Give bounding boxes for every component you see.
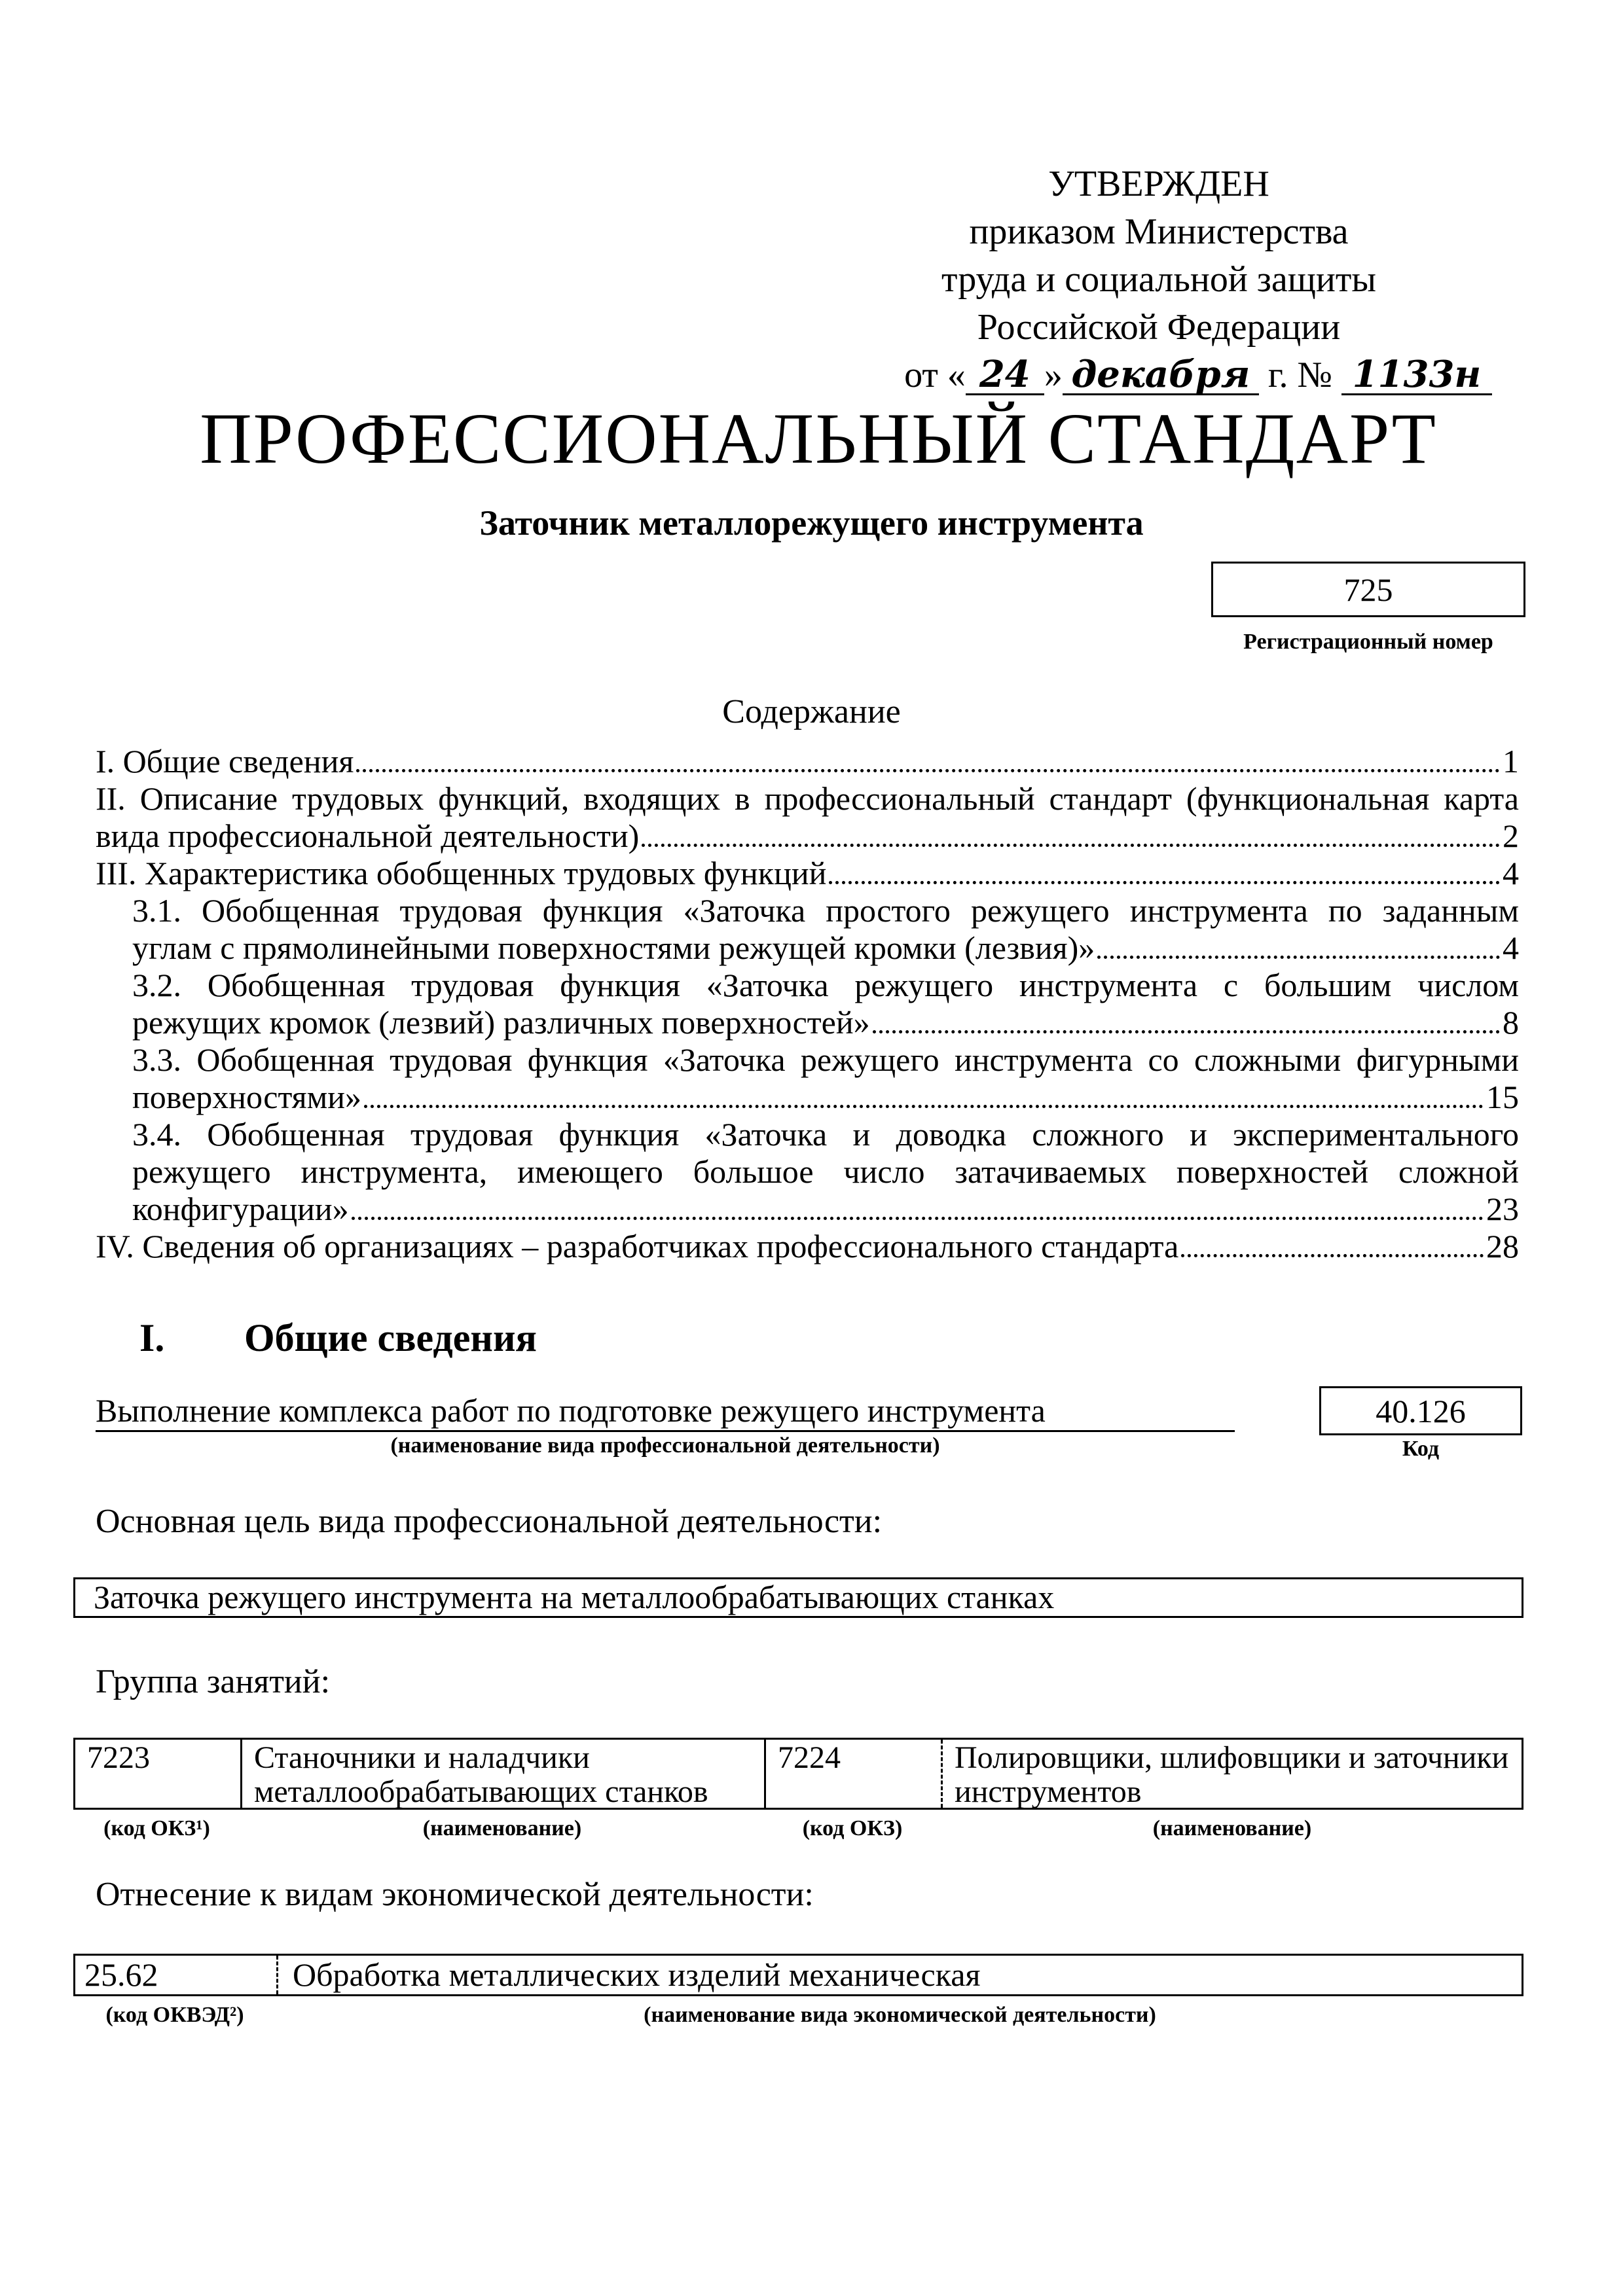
date-day-handwritten: 24 bbox=[966, 355, 1044, 395]
toc-entry-3-4: 3.4. Обобщенная трудовая функция «Заточка и доводка сложного и экспериментального режущего инструмента, имеющего большое число затачиваемых поверхностей сложной конфигурации» 23 bbox=[132, 1116, 1519, 1227]
goal-box bbox=[73, 1577, 1523, 1618]
toc-entry-3-3: 3.3. Обобщенная трудовая функция «Заточка режущего инструмента со сложными фигурными поверхностями» 15 bbox=[132, 1041, 1519, 1115]
activity-code-caption: Код bbox=[1402, 1437, 1440, 1461]
goal-text: Заточка режущего инструмента на металлообрабатывающих станках bbox=[94, 1579, 1055, 1615]
activity-name: Выполнение комплекса работ по подготовке режущего инструмента bbox=[96, 1391, 1235, 1432]
occupation-code-1: 7223 bbox=[75, 1740, 242, 1808]
toc-entry-iii: III. Характеристика обобщенных трудовых функций 4 bbox=[96, 855, 1519, 891]
occupation-name-caption-2: (наименование) bbox=[1152, 1816, 1312, 1840]
approval-block bbox=[825, 160, 1493, 399]
date-mid: » bbox=[1044, 355, 1063, 395]
section-title: Общие сведения bbox=[244, 1316, 537, 1359]
okved-code: 25.62 bbox=[75, 1956, 278, 1994]
table-of-contents bbox=[96, 743, 1519, 1265]
approval-date-line bbox=[825, 351, 1493, 399]
occupation-group-label: Группа занятий: bbox=[96, 1663, 331, 1700]
contents-title: Содержание bbox=[722, 693, 901, 730]
toc-entry-i: I. Общие сведения 1 bbox=[96, 743, 1519, 780]
okved-label: Отнесение к видам экономической деятельности: bbox=[96, 1876, 814, 1913]
occupation-name-1: Станочники и наладчики металлообрабатывающих станков bbox=[242, 1740, 766, 1808]
date-prefix: от « bbox=[904, 355, 966, 395]
occupation-code-2: 7224 bbox=[766, 1740, 943, 1808]
okved-name-caption: (наименование вида экономической деятельности) bbox=[644, 2003, 1156, 2027]
activity-code: 40.126 bbox=[1376, 1392, 1466, 1429]
date-month-handwritten: декабря bbox=[1063, 355, 1259, 395]
occupation-name-caption-1: (наименование) bbox=[422, 1816, 582, 1840]
approval-federation: Российской Федерации bbox=[977, 307, 1341, 348]
occupation-name-2: Полировщики, шлифовщики и заточники инструментов bbox=[955, 1740, 1509, 1809]
approval-order: приказом Министерства bbox=[969, 211, 1349, 252]
okved-code-caption: (код ОКВЭД²) bbox=[105, 2003, 244, 2027]
occupation-code-caption-2: (код ОКЗ) bbox=[802, 1816, 903, 1840]
okved-table bbox=[73, 1954, 1523, 1996]
approval-approved: УТВЕРЖДЕН bbox=[1048, 164, 1269, 204]
registration-label: Регистрационный номер bbox=[1243, 630, 1493, 654]
date-year-no: г. № bbox=[1267, 355, 1332, 395]
registration-number: 725 bbox=[1343, 571, 1393, 608]
approval-ministry: труда и социальной защиты bbox=[941, 259, 1376, 300]
registration-number-box bbox=[1211, 562, 1525, 617]
occupation-code-caption-1: (код ОКЗ¹) bbox=[103, 1816, 210, 1840]
section-heading bbox=[139, 1316, 537, 1361]
toc-entry-3-2: 3.2. Обобщенная трудовая функция «Заточка режущего инструмента с большим числом режущих кромок (лезвий) различных поверхностей» 8 bbox=[132, 967, 1519, 1041]
toc-entry-3-1: 3.1. Обобщенная трудовая функция «Заточка простого режущего инструмента по заданным углам с прямолинейными поверхностями режущей кромки (лезвия)» 4 bbox=[132, 892, 1519, 966]
document-subtitle: Заточник металлорежущего инструмента bbox=[479, 503, 1144, 543]
section-number: I. bbox=[139, 1316, 165, 1359]
activity-caption: (наименование вида профессиональной деятельности) bbox=[390, 1433, 940, 1458]
document-title: ПРОФЕССИОНАЛЬНЫЙ СТАНДАРТ bbox=[200, 399, 1437, 478]
okved-name: Обработка металлических изделий механическая bbox=[293, 1956, 981, 1993]
goal-label: Основная цель вида профессиональной деятельности: bbox=[96, 1503, 883, 1540]
toc-entry-iv: IV. Сведения об организациях – разработчиках профессионального стандарта 28 bbox=[96, 1228, 1519, 1265]
occupation-table bbox=[73, 1738, 1523, 1810]
toc-entry-ii: II. Описание трудовых функций, входящих в профессиональный стандарт (функциональная карта вида профессиональной деятельности) 2 bbox=[96, 780, 1519, 854]
order-number-handwritten: 1133н bbox=[1341, 355, 1492, 395]
activity-code-box bbox=[1319, 1386, 1522, 1435]
